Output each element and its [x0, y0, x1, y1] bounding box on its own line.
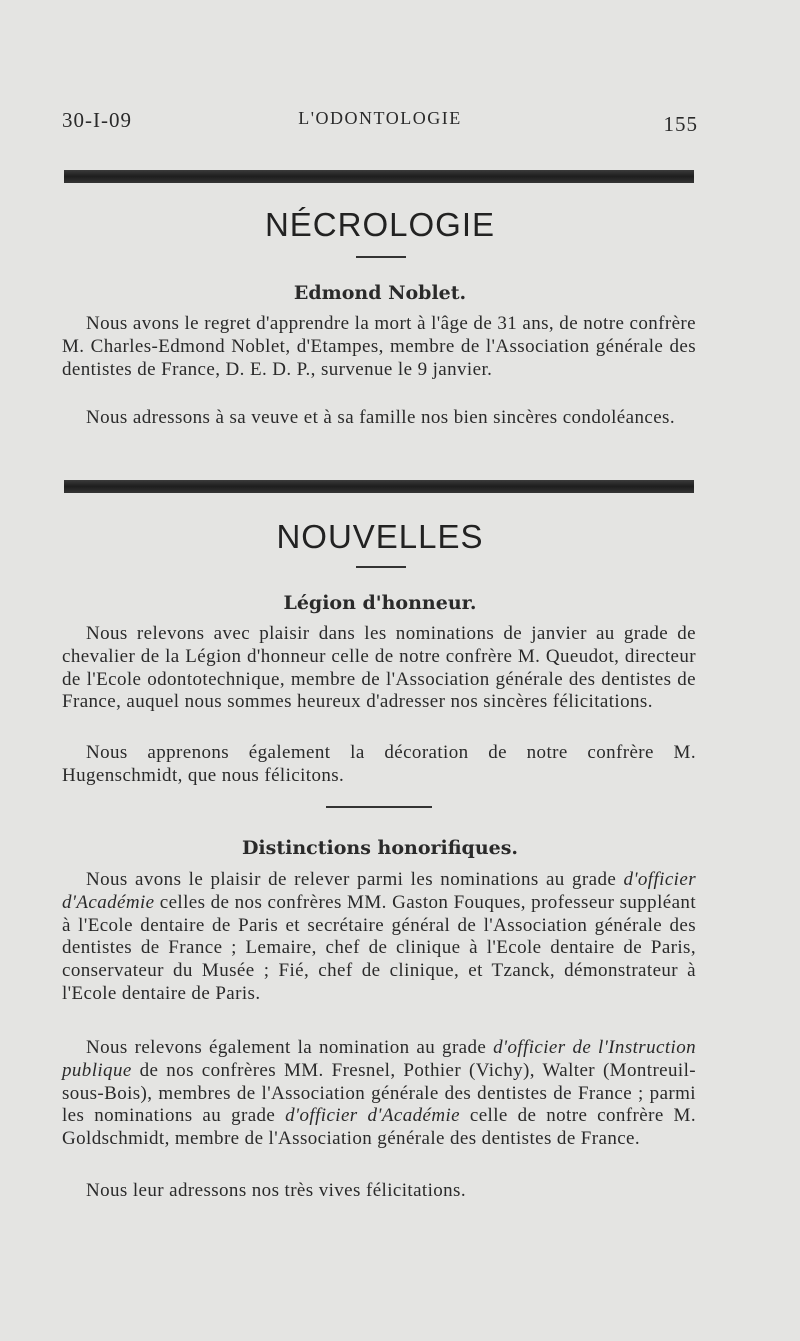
issue-date: 30-I-09 — [62, 108, 132, 132]
italic-grade: d'officier d'Académie — [62, 869, 696, 913]
text-run: Nous relevons également la nomination au grade — [86, 1037, 494, 1058]
decoration-paragraph: Nous apprenons également la décoration de notre confrère M. Hugenschmidt, que nous félicitons. — [62, 742, 696, 786]
section-title-nouvelles: NOUVELLES — [276, 518, 484, 555]
condolence-paragraph: Nous adressons à sa veuve et à sa famille nos bien sincères condoléances. — [86, 407, 675, 428]
closing-paragraph: Nous leur adressons nos très vives félicitations. — [86, 1180, 467, 1201]
legion-heading: Légion d'honneur. — [283, 592, 477, 614]
italic-grade: d'officier d'Académie — [285, 1105, 460, 1127]
section-title-necrologie: NÉCROLOGIE — [264, 206, 496, 243]
text-run: celle de notre confrère M. Goldschmidt, membre de l'Association générale des dentistes de France. — [62, 1105, 696, 1150]
text-run: celles de nos confrères MM. Gaston Fouques, professeur suppléant à l'Ecole dentaire de Paris et secrétaire général de l'Association générale des dentistes de France ; Lemaire, chef de clinique à l'Ecole dentaire de Paris, conservateur du Musée ; Fié, chef de clinique, et Tzanck, démonstrateur à l'Ecole dentaire de Paris. — [62, 891, 696, 1004]
ornamental-rule — [64, 480, 694, 493]
italic-grade: d'officier de l'Instruction publique — [62, 1037, 696, 1081]
title-divider — [356, 256, 406, 258]
subsection-divider — [326, 806, 432, 808]
legion-paragraph: Nous relevons avec plaisir dans les nominations de janvier au grade de chevalier de la Légion d'honneur celle de notre confrère M. Queudot, directeur de l'Ecole odontotechnique, membre de l'Association générale des dentistes de France, auquel nous sommes heureux d'adresser nos sincères félicitations. — [62, 623, 696, 713]
text-run: Nous avons le plaisir de relever parmi les nominations au grade — [86, 869, 624, 890]
text-run: de nos confrères MM. Fresnel, Pothier (Vichy), Walter (Montreuil-sous-Bois), membres de l'Association générale des dentistes de France ; parmi les nominations au grade — [62, 1059, 696, 1127]
ornamental-rule — [64, 170, 694, 183]
page-number: 155 — [663, 112, 698, 136]
obituary-heading: Edmond Noblet. — [293, 282, 467, 304]
distinctions-heading: Distinctions honorifiques. — [241, 837, 519, 859]
obituary-paragraph: Nous avons le regret d'apprendre la mort à l'âge de 31 ans, de notre confrère M. Charles-Edmond Noblet, d'Etampes, membre de l'Association générale des dentistes de France, D. E. D. P., survenue le 9 janvier. — [62, 313, 696, 380]
distinctions-paragraph-instruction — [62, 1037, 696, 1151]
running-header — [62, 108, 698, 138]
distinctions-paragraph-academie — [62, 869, 696, 1006]
journal-title: L'ODONTOLOGIE — [298, 108, 462, 128]
title-divider — [356, 566, 406, 568]
